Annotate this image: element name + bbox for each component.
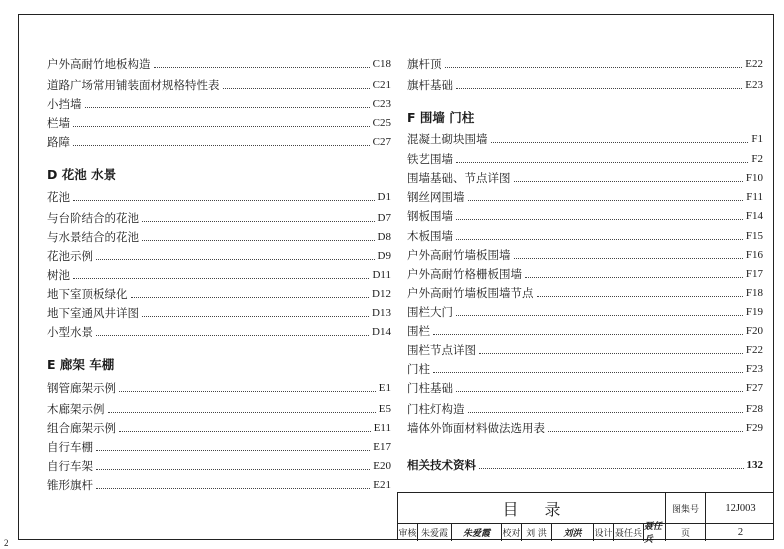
design-label: 设计 xyxy=(594,523,614,541)
section-heading: D 花池 水景 xyxy=(47,167,117,182)
leader-dots xyxy=(456,88,742,89)
toc-entry[interactable] xyxy=(407,320,763,338)
title-block-signature-row xyxy=(398,522,774,545)
toc-entry-label: 围栏大门 xyxy=(407,305,453,319)
toc-entry-page: D7 xyxy=(377,212,391,224)
toc-entry-page: F17 xyxy=(745,268,763,280)
leader-dots xyxy=(142,240,375,241)
toc-entry[interactable] xyxy=(47,93,391,111)
leader-dots xyxy=(456,219,743,220)
toc-entry[interactable] xyxy=(47,377,391,395)
toc-entry-page: D12 xyxy=(372,288,391,300)
toc-entry[interactable] xyxy=(47,417,391,435)
check-name: 刘 洪 xyxy=(522,523,552,541)
toc-entry-page: D11 xyxy=(372,269,391,281)
toc-entry-page: F2 xyxy=(751,153,763,165)
toc-entry-label: 门柱灯构造 xyxy=(407,402,465,416)
corner-page-number: 2 xyxy=(4,538,9,548)
toc-entry[interactable] xyxy=(47,226,391,244)
toc-entry-label: 混凝土砌块围墙 xyxy=(407,132,488,146)
toc-entry[interactable] xyxy=(407,417,763,435)
leader-dots xyxy=(433,334,743,335)
drawing-sheet xyxy=(18,14,774,545)
toc-entry-page: D13 xyxy=(372,307,391,319)
leader-dots xyxy=(223,88,370,89)
leader-dots xyxy=(433,372,743,373)
toc-entry[interactable] xyxy=(407,263,763,281)
leader-dots xyxy=(537,296,743,297)
toc-entry-page: E20 xyxy=(373,460,391,472)
review-name: 朱爱霞 xyxy=(418,523,452,541)
title-block xyxy=(397,492,774,545)
toc-entry[interactable] xyxy=(47,302,391,320)
toc-entry[interactable] xyxy=(47,112,391,130)
toc-entry-page: F18 xyxy=(745,287,763,299)
leader-dots xyxy=(491,142,749,143)
toc-entry[interactable] xyxy=(407,148,763,166)
leader-dots xyxy=(131,297,370,298)
leader-dots xyxy=(96,469,370,470)
toc-entry-page: D8 xyxy=(377,231,391,243)
toc-entry-page: F28 xyxy=(745,403,763,415)
toc-entry-label: 小型水景 xyxy=(47,325,93,339)
toc-entry-label: 木廊架示例 xyxy=(47,402,105,416)
toc-entry-label: 自行车架 xyxy=(47,459,93,473)
leader-dots xyxy=(85,107,370,108)
design-name: 聂任兵 xyxy=(614,523,644,541)
toc-entry-label: 旗杆顶 xyxy=(407,57,442,71)
toc-entry-page: F14 xyxy=(745,210,763,222)
leader-dots xyxy=(154,67,370,68)
toc-entry-page: E17 xyxy=(373,441,391,453)
toc-entry-label: 户外高耐竹地板构造 xyxy=(47,57,151,71)
toc-entry[interactable] xyxy=(47,207,391,225)
toc-entry[interactable] xyxy=(407,454,763,472)
toc-entry-label: 旗杆基础 xyxy=(407,78,453,92)
toc-entry-page: E1 xyxy=(378,382,391,394)
toc-entry-label: 木板围墙 xyxy=(407,229,453,243)
toc-entry[interactable] xyxy=(47,245,391,263)
toc-entry[interactable] xyxy=(407,205,763,223)
toc-entry-label: 栏墙 xyxy=(47,116,70,130)
toc-entry[interactable] xyxy=(47,398,391,416)
leader-dots xyxy=(96,450,370,451)
title-block-top-row xyxy=(398,493,774,524)
toc-entry-label: 门柱 xyxy=(407,362,430,376)
page-value: 2 xyxy=(737,526,744,538)
toc-entry-label: 钢丝网围墙 xyxy=(407,190,465,204)
toc-entry-page: D9 xyxy=(377,250,391,262)
toc-entry-label: 组合廊架示例 xyxy=(47,421,116,435)
toc-entry[interactable] xyxy=(47,283,391,301)
toc-entry[interactable] xyxy=(47,74,391,92)
toc-entry[interactable] xyxy=(407,53,763,71)
toc-entry-page: F19 xyxy=(745,306,763,318)
toc-entry-label: 与水景结合的花池 xyxy=(47,230,139,244)
toc-entry-page: F23 xyxy=(745,363,763,375)
review-label: 审核 xyxy=(398,523,418,541)
toc-entry-page: C23 xyxy=(372,98,391,110)
toc-entry-label: 花池示例 xyxy=(47,249,93,263)
leader-dots xyxy=(108,412,376,413)
toc-entry-page: F29 xyxy=(745,422,763,434)
toc-entry-label: 户外高耐竹墙板围墙节点 xyxy=(407,286,534,300)
section-heading: E 廊架 车棚 xyxy=(47,357,115,372)
leader-dots xyxy=(445,67,743,68)
toc-entry-page: C25 xyxy=(372,117,391,129)
leader-dots xyxy=(73,278,369,279)
section-heading: F 围墙 门柱 xyxy=(407,110,475,125)
leader-dots xyxy=(456,391,743,392)
leader-dots xyxy=(73,145,370,146)
toc-entry[interactable] xyxy=(407,358,763,376)
toc-entry-label: 钢板围墙 xyxy=(407,209,453,223)
toc-entry-page: D1 xyxy=(377,191,391,203)
toc-entry-label: 树池 xyxy=(47,268,70,282)
toc-entry[interactable] xyxy=(407,282,763,300)
toc-entry[interactable] xyxy=(47,53,391,71)
leader-dots xyxy=(142,221,375,222)
toc-entry-page: C21 xyxy=(372,79,391,91)
toc-entry[interactable] xyxy=(47,436,391,454)
toc-entry-label: 相关技术资料 xyxy=(407,458,476,472)
toc-entry-label: 小挡墙 xyxy=(47,97,82,111)
toc-entry[interactable] xyxy=(47,264,391,282)
toc-entry-label: 围墙基础、节点详图 xyxy=(407,171,511,185)
toc-entry[interactable] xyxy=(47,131,391,149)
toc-entry-page: 132 xyxy=(746,459,763,471)
toc-entry-label: 户外高耐竹格栅板围墙 xyxy=(407,267,522,281)
toc-entry-label: 铁艺围墙 xyxy=(407,152,453,166)
toc-entry-page: F22 xyxy=(745,344,763,356)
toc-entry-page: F11 xyxy=(746,191,763,203)
toc-entry[interactable] xyxy=(407,167,763,185)
toc-entry-label: 户外高耐竹墙板围墙 xyxy=(407,248,511,262)
atlas-number-label: 图集号 xyxy=(666,493,706,523)
toc-entry[interactable] xyxy=(47,321,391,339)
leader-dots xyxy=(525,277,743,278)
toc-entry-label: 围栏 xyxy=(407,324,430,338)
toc-entry[interactable] xyxy=(407,301,763,319)
toc-entry-label: 锥形旗杆 xyxy=(47,478,93,492)
leader-dots xyxy=(119,391,376,392)
toc-entry-label: 地下室顶板绿化 xyxy=(47,287,128,301)
check-signature: 刘洪 xyxy=(552,523,594,541)
atlas-number-value: 12J003 xyxy=(725,502,756,514)
toc-entry-page: D14 xyxy=(372,326,391,338)
review-signature: 朱爱霞 xyxy=(452,523,502,541)
toc-entry[interactable] xyxy=(47,474,391,492)
toc-entry-label: 墙体外饰面材料做法选用表 xyxy=(407,421,545,435)
toc-entry-page: E22 xyxy=(745,58,763,70)
toc-entry[interactable] xyxy=(407,186,763,204)
leader-dots xyxy=(142,316,369,317)
toc-entry-label: 自行车棚 xyxy=(47,440,93,454)
toc-entry-label: 与台阶结合的花池 xyxy=(47,211,139,225)
leader-dots xyxy=(548,431,743,432)
toc-entry-label: 钢管廊架示例 xyxy=(47,381,116,395)
toc-entry[interactable] xyxy=(407,398,763,416)
toc-entry-label: 地下室通风井详图 xyxy=(47,306,139,320)
toc-entry-page: F20 xyxy=(745,325,763,337)
toc-entry[interactable] xyxy=(47,455,391,473)
toc-entry-page: E21 xyxy=(373,479,391,491)
toc-entry-page: C18 xyxy=(372,58,391,70)
leader-dots xyxy=(456,315,743,316)
toc-entry[interactable] xyxy=(407,225,763,243)
toc-entry-page: F15 xyxy=(745,230,763,242)
leader-dots xyxy=(514,181,743,182)
check-label: 校对 xyxy=(502,523,522,541)
design-signature: 聂任兵 xyxy=(644,523,666,541)
toc-entry-page: F27 xyxy=(745,382,763,394)
leader-dots xyxy=(479,468,744,469)
toc-entry-page: F10 xyxy=(745,172,763,184)
toc-entry[interactable] xyxy=(407,339,763,357)
toc-entry-page: E5 xyxy=(378,403,391,415)
leader-dots xyxy=(456,239,743,240)
toc-entry-page: F16 xyxy=(745,249,763,261)
leader-dots xyxy=(96,335,369,336)
toc-entry-label: 花池 xyxy=(47,190,70,204)
leader-dots xyxy=(479,353,743,354)
leader-dots xyxy=(468,412,743,413)
toc-entry[interactable] xyxy=(407,128,763,146)
toc-entry-page: C27 xyxy=(372,136,391,148)
leader-dots xyxy=(468,200,744,201)
leader-dots xyxy=(96,259,375,260)
leader-dots xyxy=(119,431,371,432)
toc-entry[interactable] xyxy=(407,74,763,92)
leader-dots xyxy=(96,488,370,489)
toc-entry[interactable] xyxy=(407,377,763,395)
leader-dots xyxy=(514,258,743,259)
leader-dots xyxy=(73,200,375,201)
leader-dots xyxy=(456,162,748,163)
toc-entry-page: E11 xyxy=(373,422,391,434)
sheet-title: 目录 xyxy=(398,493,666,523)
toc-entry[interactable] xyxy=(47,186,391,204)
toc-entry-page: E23 xyxy=(745,79,763,91)
toc-entry-label: 门柱基础 xyxy=(407,381,453,395)
toc-entry-page: F1 xyxy=(751,133,763,145)
page-label: 页 xyxy=(666,523,706,541)
toc-entry[interactable] xyxy=(407,244,763,262)
toc-entry-label: 围栏节点详图 xyxy=(407,343,476,357)
toc-entry-label: 道路广场常用铺装面材规格特性表 xyxy=(47,78,220,92)
leader-dots xyxy=(73,126,370,127)
toc-entry-label: 路障 xyxy=(47,135,70,149)
